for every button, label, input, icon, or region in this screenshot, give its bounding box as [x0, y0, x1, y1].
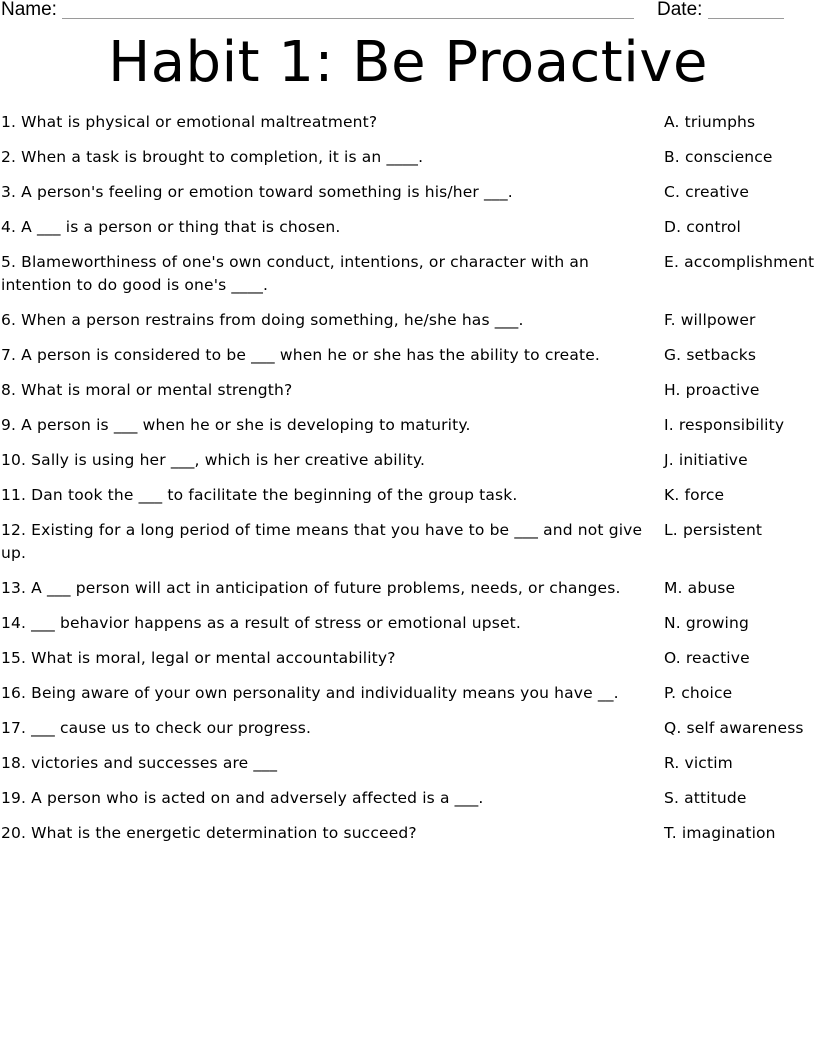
matching-row — [0, 111, 816, 134]
question-text: 10. Sally is using her ___, which is her creative ability. — [1, 451, 426, 469]
matching-row — [0, 449, 816, 472]
question-text: 9. A person is ___ when he or she is developing to maturity. — [1, 416, 471, 434]
answer-choice: C. creative — [664, 183, 750, 201]
matching-row — [0, 752, 816, 775]
matching-row — [0, 787, 816, 810]
matching-row — [0, 216, 816, 239]
question-text: 20. What is the energetic determination to succeed? — [1, 824, 417, 842]
answer-choice: S. attitude — [664, 789, 747, 807]
answer-choice: F. willpower — [664, 311, 756, 329]
question-text: 2. When a task is brought to completion, it is an ____. — [1, 148, 424, 166]
matching-row — [0, 822, 816, 845]
matching-row — [0, 484, 816, 507]
question-text: 12. Existing for a long period of time means that you have to be ___ and not give up. — [1, 521, 643, 562]
answer-choice: D. control — [664, 218, 742, 236]
question-text: 3. A person's feeling or emotion toward something is his/her ___. — [1, 183, 513, 201]
matching-row — [0, 309, 816, 332]
question-text: 1. What is physical or emotional maltreatment? — [1, 113, 378, 131]
answer-choice: M. abuse — [664, 579, 736, 597]
matching-row — [0, 344, 816, 367]
question-text: 16. Being aware of your own personality and individuality means you have __. — [1, 684, 619, 702]
matching-row — [0, 612, 816, 635]
worksheet-header — [0, 0, 816, 24]
matching-row — [0, 379, 816, 402]
matching-row — [0, 146, 816, 169]
answer-choice: L. persistent — [664, 521, 763, 539]
matching-row — [0, 519, 816, 565]
answer-choice: Q. self awareness — [664, 719, 804, 737]
answer-choice: P. choice — [664, 684, 733, 702]
answer-choice: H. proactive — [664, 381, 760, 399]
question-text: 19. A person who is acted on and adversely affected is a ___. — [1, 789, 484, 807]
matching-row — [0, 181, 816, 204]
answer-choice: E. accomplishment — [664, 253, 815, 271]
answer-choice: R. victim — [664, 754, 733, 772]
matching-row — [0, 682, 816, 705]
name-blank-line — [62, 18, 634, 19]
matching-row — [0, 251, 816, 297]
answer-choice: B. conscience — [664, 148, 773, 166]
question-text: 6. When a person restrains from doing something, he/she has ___. — [1, 311, 524, 329]
answer-choice: T. imagination — [664, 824, 776, 842]
question-text: 4. A ___ is a person or thing that is chosen. — [1, 218, 341, 236]
question-text: 7. A person is considered to be ___ when he or she has the ability to create. — [1, 346, 601, 364]
matching-list — [0, 111, 816, 857]
answer-choice: A. triumphs — [664, 113, 756, 131]
name-label: Name: — [1, 0, 57, 20]
question-text: 14. ___ behavior happens as a result of stress or emotional upset. — [1, 614, 521, 632]
question-text: 5. Blameworthiness of one's own conduct, intentions, or character with an intention to do good is one's ____. — [1, 253, 589, 294]
matching-row — [0, 577, 816, 600]
question-text: 17. ___ cause us to check our progress. — [1, 719, 312, 737]
answer-choice: I. responsibility — [664, 416, 785, 434]
matching-row — [0, 647, 816, 670]
question-text: 8. What is moral or mental strength? — [1, 381, 293, 399]
matching-row — [0, 414, 816, 437]
page-title: Habit 1: Be Proactive — [108, 30, 708, 95]
question-text: 11. Dan took the ___ to facilitate the beginning of the group task. — [1, 486, 518, 504]
question-text: 13. A ___ person will act in anticipation of future problems, needs, or changes. — [1, 579, 621, 597]
question-text: 18. victories and successes are ___ — [1, 754, 278, 772]
answer-choice: J. initiative — [664, 451, 748, 469]
date-blank-line — [708, 18, 784, 19]
matching-row — [0, 717, 816, 740]
question-text: 15. What is moral, legal or mental accountability? — [1, 649, 396, 667]
answer-choice: N. growing — [664, 614, 749, 632]
answer-choice: O. reactive — [664, 649, 750, 667]
answer-choice: K. force — [664, 486, 725, 504]
answer-choice: G. setbacks — [664, 346, 757, 364]
date-label: Date: — [657, 0, 703, 20]
